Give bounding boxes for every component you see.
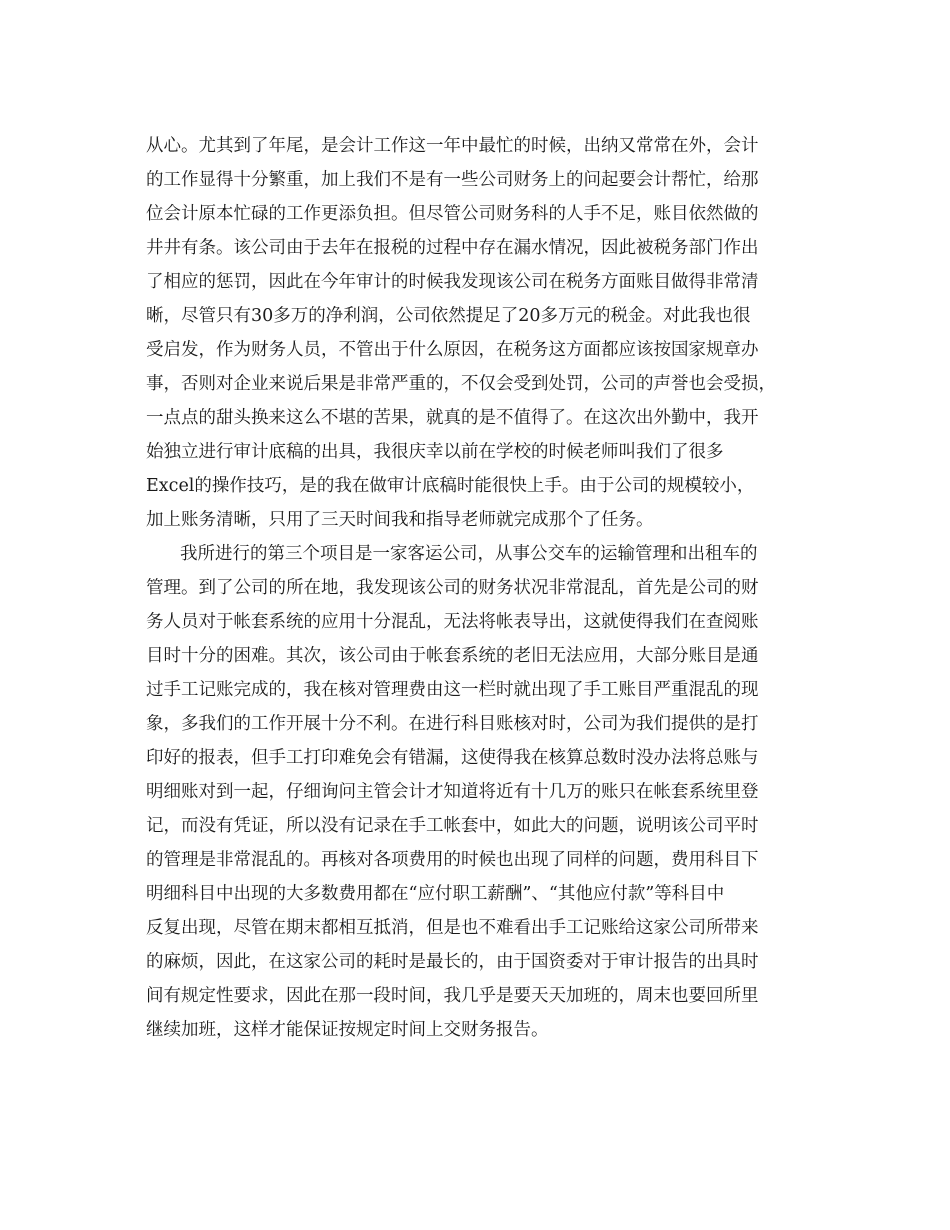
text-line: 事，否则对企业来说后果是非常严重的，不仅会受到处罚，公司的声誉也会受损，	[146, 374, 776, 394]
text-line: 管理。到了公司的所在地，我发现该公司的财务状况非常混乱，首先是公司的财	[146, 578, 759, 598]
text-line: 的麻烦，因此，在这家公司的耗时是最长的，由于国资委对于审计报告的出具时	[146, 952, 759, 972]
text-line: 务人员对于帐套系统的应用十分混乱，无法将帐表导出，这就使得我们在查阅账	[146, 612, 759, 632]
text-line: 从心。尤其到了年尾，是会计工作这一年中最忙的时候，出纳又常常在外，会计	[146, 136, 759, 156]
text-line: 目时十分的困难。其次，该公司由于帐套系统的老旧无法应用，大部分账目是通	[146, 646, 759, 666]
text-line: 加上账务清晰，只用了三天时间我和指导老师就完成那个了任务。	[146, 510, 654, 530]
text-line: 明细科目中出现的大多数费用都在“应付职工薪酬”、“其他应付款”等科目中	[146, 884, 725, 904]
text-line: 晰，尽管只有30多万的净利润，公司依然提足了20多万元的税金。对此我也很	[146, 306, 751, 326]
text-line: 始独立进行审计底稿的出具，我很庆幸以前在学校的时候老师叫我们了很多	[146, 442, 724, 462]
paragraph-first-line: 我所进行的第三个项目是一家客运公司，从事公交车的运输管理和出租车的	[180, 544, 758, 564]
text-line: 明细账对到一起，仔细询问主管会计才知道将近有十几万的账只在帐套系统里登	[146, 782, 759, 802]
text-line: 的管理是非常混乱的。再核对各项费用的时候也出现了同样的问题，费用科目下	[146, 850, 759, 870]
text-line: 位会计原本忙碌的工作更添负担。但尽管公司财务科的人手不足，账目依然做的	[146, 204, 759, 224]
text-line: 印好的报表，但手工打印难免会有错漏，这使得我在核算总数时没办法将总账与	[146, 748, 759, 768]
text-line: 间有规定性要求，因此在那一段时间，我几乎是要天天加班的，周末也要回所里	[146, 986, 759, 1006]
text-line: 一点点的甜头换来这么不堪的苦果，就真的是不值得了。在这次出外勤中，我开	[146, 408, 759, 428]
text-line: 象，多我们的工作开展十分不利。在进行科目账核对时，公司为我们提供的是打	[146, 714, 759, 734]
text-line: 受启发，作为财务人员，不管出于什么原因，在税务这方面都应该按国家规章办	[146, 340, 759, 360]
text-line: 了相应的惩罚，因此在今年审计的时候我发现该公司在税务方面账目做得非常清	[146, 272, 759, 292]
text-line: 继续加班，这样才能保证按规定时间上交财务报告。	[146, 1020, 549, 1040]
text-line: 过手工记账完成的，我在核对管理费由这一栏时就出现了手工账目严重混乱的现	[146, 680, 759, 700]
text-line: 的工作显得十分繁重，加上我们不是有一些公司财务上的问起要会计帮忙，给那	[146, 170, 759, 190]
text-line: 记，而没有凭证，所以没有记录在手工帐套中，如此大的问题，说明该公司平时	[146, 816, 759, 836]
text-line: 反复出现，尽管在期末都相互抵消，但是也不难看出手工记账给这家公司所带来	[146, 918, 759, 938]
text-line: 井井有条。该公司由于去年在报税的过程中存在漏水情况，因此被税务部门作出	[146, 238, 759, 258]
text-line: Excel的操作技巧，是的我在做审计底稿时能很快上手。由于公司的规模较小，	[146, 476, 755, 496]
